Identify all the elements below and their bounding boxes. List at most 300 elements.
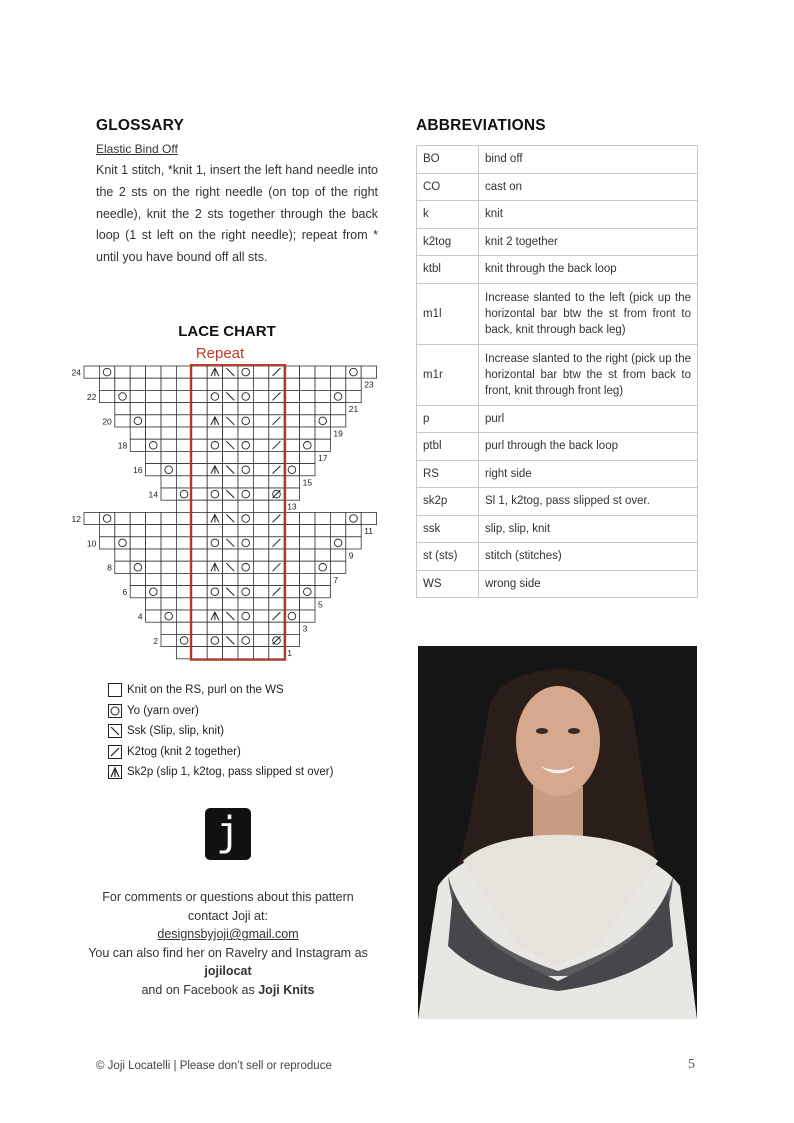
chart-legend	[108, 680, 408, 783]
chart-cell	[130, 561, 145, 573]
chart-cell	[192, 647, 207, 659]
chart-cell	[207, 451, 222, 463]
chart-cell	[284, 525, 299, 537]
chart-cell	[176, 647, 191, 659]
chart-cell	[361, 512, 376, 524]
row-label-left: 8	[107, 562, 112, 573]
chart-cell	[146, 537, 161, 549]
chart-cell	[253, 403, 268, 415]
chart-cell	[192, 464, 207, 476]
chart-cell	[130, 525, 145, 537]
chart-cell	[176, 598, 191, 610]
chart-cell	[161, 476, 176, 488]
chart-cell	[330, 390, 345, 402]
abbreviation-term: ssk	[417, 515, 479, 543]
chart-cell	[300, 537, 315, 549]
abbreviation-meaning: right side	[479, 460, 698, 488]
chart-cell	[130, 537, 145, 549]
ravelry-handle: jojilocat	[204, 964, 252, 978]
chart-cell	[253, 525, 268, 537]
chart-cell	[176, 415, 191, 427]
chart-cell	[223, 549, 238, 561]
chart-cell	[300, 427, 315, 439]
abbreviation-meaning: Increase slanted to the right (pick up the horizontal bar btw the st from back to front, knit through front leg)	[479, 344, 698, 405]
chart-cell	[130, 378, 145, 390]
abbreviation-meaning: knit through the back loop	[479, 256, 698, 284]
chart-cell	[115, 561, 130, 573]
chart-cell	[330, 561, 345, 573]
abbreviation-row	[417, 515, 698, 543]
chart-cell	[315, 561, 330, 573]
chart-cell	[284, 573, 299, 585]
chart-cell	[146, 549, 161, 561]
chart-cell	[176, 610, 191, 622]
facebook-name: Joji Knits	[258, 982, 315, 997]
chart-cell	[315, 427, 330, 439]
blank-symbol-icon	[108, 683, 122, 697]
chart-cell	[176, 561, 191, 573]
chart-cell	[99, 537, 114, 549]
chart-cell	[238, 647, 253, 659]
chart-cell	[223, 525, 238, 537]
chart-cell	[207, 378, 222, 390]
chart-cell	[238, 634, 253, 646]
row-label-right: 7	[333, 574, 339, 585]
chart-cell	[300, 464, 315, 476]
chart-cell	[315, 390, 330, 402]
chart-cell	[253, 512, 268, 524]
chart-cell	[192, 415, 207, 427]
chart-cell	[192, 366, 207, 378]
chart-cell	[176, 390, 191, 402]
email-link[interactable]: designsbyjoji@gmail.com	[157, 927, 299, 941]
chart-cell	[223, 500, 238, 512]
chart-cell	[146, 378, 161, 390]
chart-cell	[238, 390, 253, 402]
abbreviation-term: m1r	[417, 344, 479, 405]
chart-cell	[176, 476, 191, 488]
chart-cell	[161, 573, 176, 585]
abbreviation-row	[417, 256, 698, 284]
chart-cell	[223, 598, 238, 610]
row-label-right: 1	[287, 648, 292, 659]
chart-cell	[238, 537, 253, 549]
chart-cell	[315, 366, 330, 378]
chart-cell	[300, 573, 315, 585]
legend-label: Yo (yarn over)	[127, 704, 199, 717]
chart-cell	[161, 439, 176, 451]
chart-cell	[223, 403, 238, 415]
abbreviation-term: k	[417, 201, 479, 229]
legend-label: K2tog (knit 2 together)	[127, 745, 241, 758]
chart-cell	[253, 439, 268, 451]
chart-cell	[115, 512, 130, 524]
chart-cell	[176, 378, 191, 390]
chart-cell	[130, 549, 145, 561]
chart-cell	[269, 549, 284, 561]
abbreviation-row	[417, 173, 698, 201]
chart-cell	[223, 647, 238, 659]
page-number: 5	[688, 1057, 695, 1072]
chart-cell	[146, 573, 161, 585]
chart-cell	[176, 488, 191, 500]
joji-logo: j	[205, 808, 251, 860]
chart-cell	[300, 525, 315, 537]
chart-cell	[253, 427, 268, 439]
chart-cell	[269, 622, 284, 634]
chart-cell	[330, 512, 345, 524]
chart-cell	[269, 647, 284, 659]
chart-cell	[161, 549, 176, 561]
chart-cell	[115, 390, 130, 402]
abbreviation-row	[417, 283, 698, 344]
legend-item-yo	[108, 701, 408, 722]
chart-cell	[176, 573, 191, 585]
chart-cell	[238, 573, 253, 585]
row-label-left: 6	[122, 587, 128, 598]
chart-cell	[84, 512, 99, 524]
chart-cell	[192, 451, 207, 463]
abbreviation-row	[417, 433, 698, 461]
chart-cell	[315, 439, 330, 451]
chart-cell	[284, 561, 299, 573]
chart-cell	[146, 427, 161, 439]
chart-cell	[161, 610, 176, 622]
chart-cell	[269, 598, 284, 610]
chart-cell	[315, 537, 330, 549]
chart-cell	[284, 586, 299, 598]
chart-cell	[115, 537, 130, 549]
chart-cell	[300, 512, 315, 524]
chart-cell	[192, 537, 207, 549]
row-label-right: 17	[318, 452, 328, 463]
chart-cell	[161, 634, 176, 646]
chart-cell	[146, 366, 161, 378]
contact-line-4	[70, 981, 386, 1000]
chart-cell	[315, 549, 330, 561]
chart-cell	[146, 390, 161, 402]
model-photo-illustration	[418, 646, 697, 1019]
chart-cell	[176, 403, 191, 415]
abbreviation-row	[417, 488, 698, 516]
chart-cell	[238, 586, 253, 598]
chart-cell	[284, 476, 299, 488]
chart-cell	[300, 549, 315, 561]
chart-cell	[207, 634, 222, 646]
legend-item-blank	[108, 680, 408, 701]
chart-cell	[315, 378, 330, 390]
chart-cell	[192, 573, 207, 585]
abbreviation-term: WS	[417, 570, 479, 598]
chart-cell	[253, 488, 268, 500]
chart-cell	[238, 512, 253, 524]
chart-cell	[238, 415, 253, 427]
chart-cell	[253, 464, 268, 476]
lace-chart	[66, 362, 386, 662]
chart-cell	[253, 451, 268, 463]
chart-cell	[269, 378, 284, 390]
chart-cell	[284, 366, 299, 378]
sk2p-symbol-icon	[108, 765, 122, 779]
row-label-right: 23	[364, 379, 374, 390]
facebook-prefix: and on Facebook as	[141, 982, 259, 997]
chart-cell	[161, 451, 176, 463]
chart-cell	[253, 378, 268, 390]
row-label-left: 14	[148, 489, 158, 500]
chart-cell	[284, 598, 299, 610]
chart-cell	[300, 415, 315, 427]
chart-cell	[176, 512, 191, 524]
chart-cell	[207, 573, 222, 585]
chart-cell	[99, 366, 114, 378]
contact-line-1: For comments or questions about this pattern	[102, 890, 354, 904]
chart-cell	[253, 634, 268, 646]
chart-cell	[176, 622, 191, 634]
chart-cell	[161, 403, 176, 415]
chart-cell	[192, 512, 207, 524]
chart-cell	[330, 378, 345, 390]
chart-cell	[146, 464, 161, 476]
chart-cell	[115, 415, 130, 427]
chart-cell	[130, 427, 145, 439]
chart-cell	[192, 390, 207, 402]
chart-cell	[115, 549, 130, 561]
chart-cell	[161, 512, 176, 524]
abbreviation-term: ptbl	[417, 433, 479, 461]
chart-cell	[223, 476, 238, 488]
chart-cell	[284, 439, 299, 451]
glossary-subtitle: Elastic Bind Off	[96, 142, 178, 156]
abbreviations-table	[416, 145, 698, 598]
chart-cell	[146, 561, 161, 573]
abbreviation-term: st (sts)	[417, 543, 479, 571]
abbreviation-meaning: stitch (stitches)	[479, 543, 698, 571]
chart-cell	[130, 573, 145, 585]
chart-cell	[161, 390, 176, 402]
abbreviation-row	[417, 543, 698, 571]
legend-label: Knit on the RS, purl on the WS	[127, 684, 284, 697]
chart-cell	[238, 427, 253, 439]
abbreviation-term: RS	[417, 460, 479, 488]
chart-cell	[300, 366, 315, 378]
abbreviation-meaning: bind off	[479, 146, 698, 174]
row-label-left: 20	[102, 416, 112, 427]
chart-cell	[253, 549, 268, 561]
chart-cell	[130, 512, 145, 524]
chart-cell	[330, 366, 345, 378]
lace-chart-title: LACE CHART	[178, 323, 276, 340]
abbreviation-meaning: knit	[479, 201, 698, 229]
chart-cell	[207, 549, 222, 561]
legend-label: Sk2p (slip 1, k2tog, pass slipped st over)	[127, 766, 334, 779]
contact-line-3: You can also find her on Ravelry and Instagram as	[88, 945, 368, 960]
chart-cell	[330, 403, 345, 415]
abbreviation-term: m1l	[417, 283, 479, 344]
chart-cell	[192, 598, 207, 610]
abbreviation-term: k2tog	[417, 228, 479, 256]
k2tog-symbol-icon	[108, 745, 122, 759]
abbreviation-row	[417, 344, 698, 405]
chart-cell	[146, 525, 161, 537]
chart-cell	[269, 403, 284, 415]
chart-cell	[346, 525, 361, 537]
chart-cell	[269, 500, 284, 512]
chart-cell	[161, 366, 176, 378]
abbreviation-term: BO	[417, 146, 479, 174]
abbreviation-row	[417, 146, 698, 174]
row-label-right: 15	[302, 477, 313, 488]
glossary-text: Knit 1 stitch, *knit 1, insert the left hand needle into the 2 sts on the right needle (on top of the right needle), knit the 2 sts together through the back loop (1 st left on the right needle); repeat from * until you have bound off all sts.	[96, 163, 378, 265]
chart-cell	[269, 427, 284, 439]
chart-cell	[176, 586, 191, 598]
chart-cell	[115, 525, 130, 537]
legend-item-sk2p	[108, 762, 408, 783]
chart-cell	[253, 598, 268, 610]
chart-cell	[130, 586, 145, 598]
chart-cell	[130, 366, 145, 378]
chart-cell	[269, 451, 284, 463]
chart-cell	[300, 561, 315, 573]
row-label-left: 22	[86, 391, 97, 402]
chart-cell	[346, 537, 361, 549]
chart-cell	[253, 561, 268, 573]
abbreviations-title: ABBREVIATIONS	[416, 117, 546, 134]
chart-cell	[161, 464, 176, 476]
chart-cell	[176, 525, 191, 537]
chart-cell	[315, 415, 330, 427]
abbreviation-row	[417, 228, 698, 256]
chart-cell	[284, 549, 299, 561]
chart-cell	[346, 378, 361, 390]
chart-cell	[346, 512, 361, 524]
chart-cell	[238, 488, 253, 500]
abbreviation-meaning: cast on	[479, 173, 698, 201]
chart-cell	[207, 598, 222, 610]
chart-cell	[192, 586, 207, 598]
chart-cell	[238, 598, 253, 610]
chart-cell	[192, 610, 207, 622]
chart-cell	[176, 537, 191, 549]
chart-cell	[284, 622, 299, 634]
chart-cell	[253, 415, 268, 427]
abbreviation-meaning: purl	[479, 405, 698, 433]
chart-cell	[207, 622, 222, 634]
chart-cell	[346, 366, 361, 378]
row-label-right: 9	[348, 550, 354, 561]
yo-symbol-icon	[108, 704, 122, 718]
chart-cell	[315, 512, 330, 524]
chart-cell	[207, 537, 222, 549]
chart-cell	[330, 549, 345, 561]
abbreviation-row	[417, 570, 698, 598]
chart-cell	[146, 610, 161, 622]
chart-cell	[84, 366, 99, 378]
chart-cell	[284, 390, 299, 402]
chart-cell	[176, 634, 191, 646]
chart-cell	[253, 573, 268, 585]
chart-cell	[284, 464, 299, 476]
chart-cell	[146, 403, 161, 415]
abbreviation-term: CO	[417, 173, 479, 201]
chart-cell	[253, 366, 268, 378]
chart-cell	[346, 390, 361, 402]
chart-cell	[161, 525, 176, 537]
chart-cell	[176, 451, 191, 463]
chart-cell	[253, 610, 268, 622]
row-label-right: 3	[302, 623, 308, 634]
shawl-photo	[418, 646, 697, 1019]
repeat-label: Repeat	[195, 345, 245, 362]
chart-cell	[161, 488, 176, 500]
chart-cell	[330, 525, 345, 537]
row-label-right: 19	[333, 428, 343, 439]
chart-cell	[161, 561, 176, 573]
chart-cell	[269, 476, 284, 488]
chart-cell	[192, 561, 207, 573]
chart-cell	[238, 500, 253, 512]
chart-cell	[192, 622, 207, 634]
chart-cell	[115, 366, 130, 378]
chart-cell	[176, 549, 191, 561]
chart-cell	[300, 586, 315, 598]
chart-cell	[99, 512, 114, 524]
chart-cell	[223, 573, 238, 585]
chart-cell	[238, 525, 253, 537]
chart-cell	[284, 512, 299, 524]
abbreviation-meaning: wrong side	[479, 570, 698, 598]
glossary-title: GLOSSARY	[96, 117, 185, 134]
chart-cell	[176, 500, 191, 512]
chart-cell	[253, 390, 268, 402]
chart-cell	[161, 537, 176, 549]
chart-cell	[315, 403, 330, 415]
row-label-right: 21	[348, 404, 359, 415]
row-label-right: 11	[364, 526, 374, 537]
row-label-left: 24	[71, 367, 81, 378]
row-label-left: 4	[137, 611, 143, 622]
chart-cell	[284, 537, 299, 549]
chart-cell	[300, 610, 315, 622]
row-label-right: 5	[318, 599, 323, 610]
chart-cell	[207, 476, 222, 488]
chart-cell	[300, 390, 315, 402]
chart-cell	[192, 500, 207, 512]
chart-cell	[238, 403, 253, 415]
chart-cell	[192, 427, 207, 439]
row-label-left: 2	[153, 635, 158, 646]
abbreviation-row	[417, 405, 698, 433]
ssk-symbol-icon	[108, 724, 122, 738]
chart-cell	[253, 500, 268, 512]
chart-cell	[176, 439, 191, 451]
row-label-left: 18	[117, 440, 128, 451]
chart-cell	[161, 598, 176, 610]
chart-cell	[269, 525, 284, 537]
chart-cell	[238, 464, 253, 476]
chart-cell	[284, 415, 299, 427]
chart-cell	[161, 622, 176, 634]
chart-cell	[238, 451, 253, 463]
chart-cell	[253, 622, 268, 634]
chart-cell	[207, 488, 222, 500]
chart-cell	[146, 512, 161, 524]
abbreviation-meaning: purl through the back loop	[479, 433, 698, 461]
abbreviation-row	[417, 460, 698, 488]
chart-cell	[146, 598, 161, 610]
chart-cell	[161, 427, 176, 439]
legend-item-k2tog	[108, 742, 408, 763]
chart-cell	[238, 561, 253, 573]
